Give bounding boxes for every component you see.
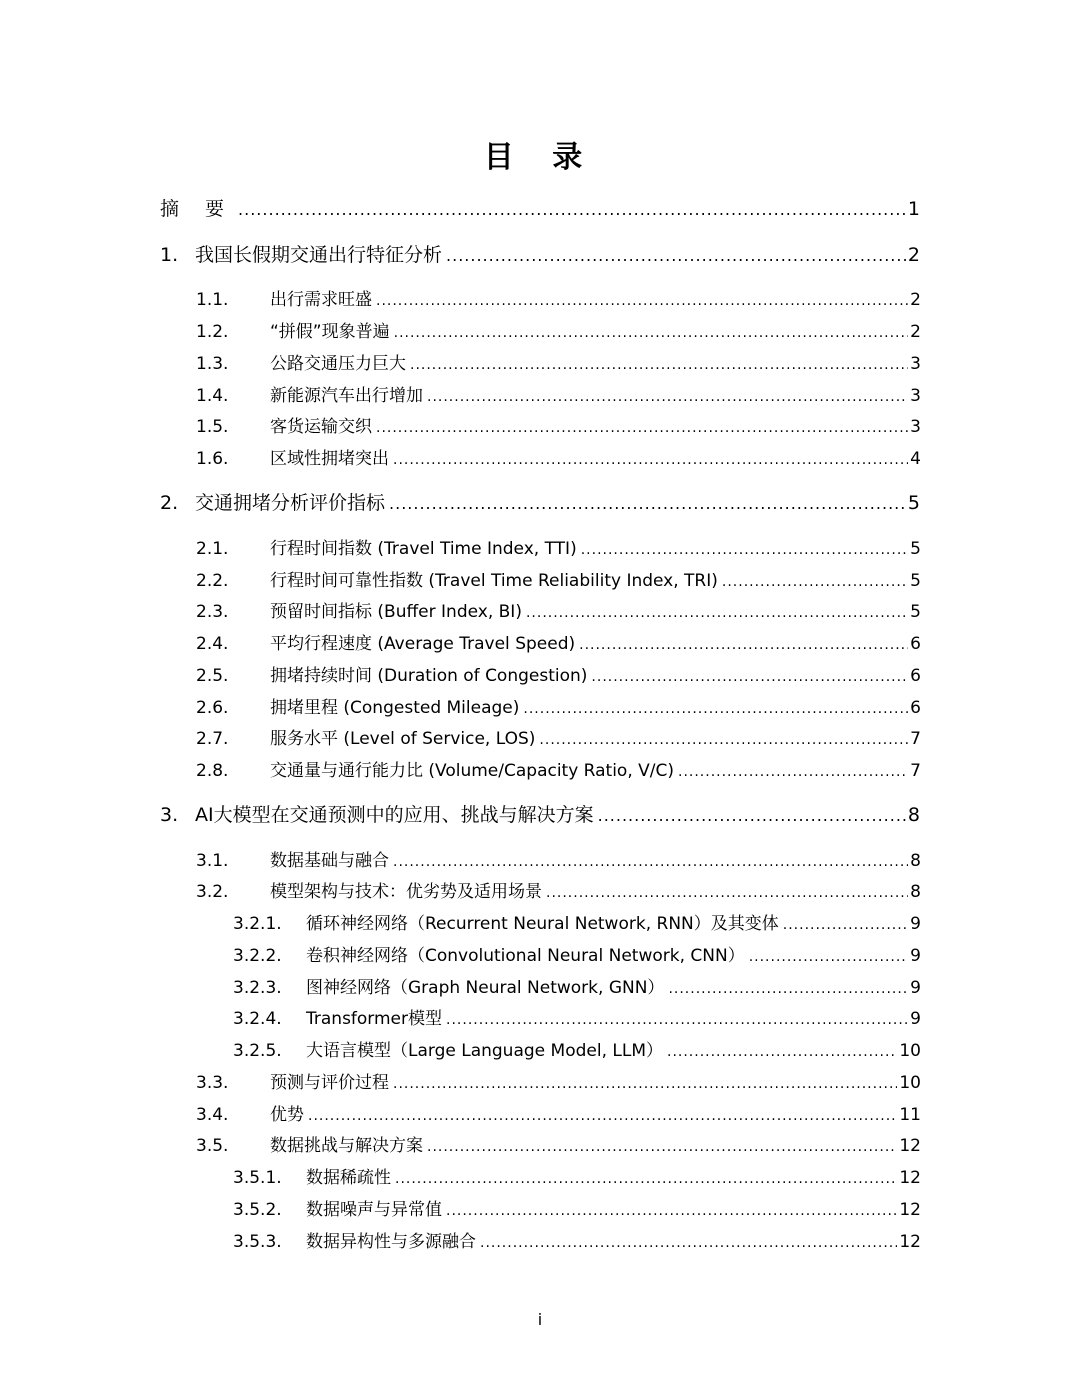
toc-page-number: 2	[907, 244, 920, 266]
toc-entry-label: 服务水平 (Level of Service, LOS)	[270, 729, 536, 749]
toc-entry-label: 新能源汽车出行增加	[270, 386, 423, 406]
toc-leader-dots	[446, 1012, 908, 1028]
toc-leader-dots	[427, 1139, 897, 1155]
footer-page-number: i	[537, 1310, 543, 1329]
toc-page-number: 6	[910, 698, 921, 718]
toc-entry-label: 行程时间指数 (Travel Time Index, TTI)	[270, 539, 577, 559]
toc-leader-dots	[395, 1171, 897, 1187]
toc-page-number: 7	[910, 729, 921, 749]
toc-page-number: 12	[899, 1200, 921, 1220]
toc-page-number: 7	[910, 761, 921, 781]
toc-leader-dots	[581, 542, 908, 558]
toc-entry-2-4[interactable]	[196, 629, 921, 653]
toc-page-number: 9	[910, 914, 921, 934]
toc-page-number: 5	[907, 492, 920, 514]
toc-entry-number: 1.3.	[196, 354, 229, 374]
toc-entry-label: 公路交通压力巨大	[270, 354, 406, 374]
toc-entry-label: AI大模型在交通预测中的应用、挑战与解决方案	[195, 804, 594, 826]
toc-entry-number: 3.	[160, 804, 179, 826]
toc-page-number: 8	[910, 851, 921, 871]
toc-entry-label: 数据挑战与解决方案	[270, 1136, 423, 1156]
toc-leader-dots	[598, 806, 906, 825]
toc-entry-number: 2.6.	[196, 698, 229, 718]
toc-page-number: 9	[910, 1009, 921, 1029]
toc-entry-2-1[interactable]	[196, 534, 921, 558]
toc-page-number: 2	[910, 290, 921, 310]
toc-entry-label: 拥堵里程 (Congested Mileage)	[270, 698, 520, 718]
toc-entry-3-2-4[interactable]	[233, 1004, 921, 1028]
toc-leader-dots	[308, 1108, 897, 1124]
toc-leader-dots	[446, 1203, 897, 1219]
toc-leader-dots	[523, 701, 908, 717]
toc-leader-dots	[376, 293, 908, 309]
toc-entry-abstract[interactable]	[160, 194, 920, 220]
toc-leader-dots	[446, 246, 906, 265]
toc-entry-number: 2.4.	[196, 634, 229, 654]
toc-entry-number: 3.2.	[196, 882, 229, 902]
toc-entry-label: 数据基础与融合	[270, 851, 389, 871]
toc-entry-number: 3.5.3.	[233, 1232, 282, 1252]
toc-leader-dots	[393, 1076, 897, 1092]
toc-entry-number: 3.5.1.	[233, 1168, 282, 1188]
toc-page-number: 11	[899, 1105, 921, 1125]
toc-entry-1-6[interactable]	[196, 444, 921, 468]
toc-entry-number: 2.1.	[196, 539, 229, 559]
toc-leader-dots	[410, 357, 908, 373]
toc-leader-dots	[749, 949, 908, 965]
toc-entry-3-2-3[interactable]	[233, 973, 921, 997]
toc-entry-number: 2.7.	[196, 729, 229, 749]
toc-entry-number: 3.5.	[196, 1136, 229, 1156]
toc-leader-dots	[722, 574, 908, 590]
toc-entry-3-2-1[interactable]	[233, 909, 921, 933]
toc-entry-label: 我国长假期交通出行特征分析	[195, 244, 443, 266]
toc-entry-label: 交通拥堵分析评价指标	[195, 492, 386, 514]
toc-entry-label: 模型架构与技术：优劣势及适用场景	[270, 882, 542, 902]
toc-entry-3-5-2[interactable]	[233, 1195, 921, 1219]
toc-page-number: 10	[899, 1041, 921, 1061]
toc-entry-number: 3.2.1.	[233, 914, 282, 934]
toc-page-number: 5	[910, 602, 921, 622]
toc-entry-1-5[interactable]	[196, 412, 921, 436]
toc-entry-label: 数据噪声与异常值	[306, 1200, 442, 1220]
toc-entry-label: 数据异构性与多源融合	[306, 1232, 476, 1252]
toc-entry-label: 预测与评价过程	[270, 1073, 389, 1093]
toc-entry-number: 1.1.	[196, 290, 229, 310]
toc-entry-number: 3.2.2.	[233, 946, 282, 966]
toc-entry-label: 优势	[270, 1105, 304, 1125]
toc-entry-1-2[interactable]	[196, 317, 921, 341]
toc-entry-label: 数据稀疏性	[306, 1168, 391, 1188]
toc-entry-label: 摘 要	[160, 198, 235, 220]
toc-entry-3-5[interactable]	[196, 1131, 921, 1155]
toc-entry-number: 3.3.	[196, 1073, 229, 1093]
toc-leader-dots	[480, 1235, 897, 1251]
toc-entry-number: 2.	[160, 492, 179, 514]
toc-entry-number: 3.4.	[196, 1105, 229, 1125]
toc-entry-label: 平均行程速度 (Average Travel Speed)	[270, 634, 576, 654]
toc-page-number: 6	[910, 634, 921, 654]
toc-page-number: 9	[910, 946, 921, 966]
toc-leader-dots	[668, 981, 908, 997]
toc-leader-dots	[238, 200, 906, 219]
toc-entry-label: 预留时间指标 (Buffer Index, BI)	[270, 602, 522, 622]
toc-leader-dots	[667, 1044, 897, 1060]
toc-entry-number: 1.6.	[196, 449, 229, 469]
toc-page-number: 3	[910, 354, 921, 374]
toc-entry-1-1[interactable]	[196, 285, 921, 309]
toc-entry-number: 2.8.	[196, 761, 229, 781]
toc-entry-1-4[interactable]	[196, 381, 921, 405]
toc-entry-number: 3.2.3.	[233, 978, 282, 998]
toc-entry-number: 2.5.	[196, 666, 229, 686]
toc-leader-dots	[546, 885, 908, 901]
toc-entry-3-2[interactable]	[196, 877, 921, 901]
toc-entry-number: 2.2.	[196, 571, 229, 591]
toc-entry-3[interactable]	[160, 800, 920, 826]
toc-page-number: 12	[899, 1232, 921, 1252]
page-title: 目 录	[483, 140, 597, 175]
toc-leader-dots	[389, 494, 906, 513]
toc-page-number: 12	[899, 1136, 921, 1156]
toc-entry-label: 大语言模型（Large Language Model, LLM）	[306, 1041, 663, 1061]
toc-entry-number: 3.2.5.	[233, 1041, 282, 1061]
toc-entry-3-5-1[interactable]	[233, 1163, 921, 1187]
toc-entry-2-6[interactable]	[196, 693, 921, 717]
toc-page-number: 6	[910, 666, 921, 686]
toc-entry-label: 行程时间可靠性指数 (Travel Time Reliability Index, TRI)	[270, 571, 718, 591]
toc-leader-dots	[376, 420, 908, 436]
toc-entry-number: 3.5.2.	[233, 1200, 282, 1220]
toc-entry-2-7[interactable]	[196, 724, 921, 748]
toc-leader-dots	[393, 452, 908, 468]
toc-page-number: 5	[910, 539, 921, 559]
toc-entry-1-3[interactable]	[196, 349, 921, 373]
toc-page-number: 2	[910, 322, 921, 342]
toc-page-number: 9	[910, 978, 921, 998]
toc-entry-3-2-2[interactable]	[233, 941, 921, 965]
toc-entry-label: 出行需求旺盛	[270, 290, 372, 310]
toc-entry-label: 客货运输交织	[270, 417, 372, 437]
toc-entry-3-1[interactable]	[196, 846, 921, 870]
toc-page-number: 5	[910, 571, 921, 591]
toc-entry-label: 图神经网络（Graph Neural Network, GNN）	[306, 978, 665, 998]
toc-page-number: 1	[907, 198, 920, 220]
toc-entry-label: 卷积神经网络（Convolutional Neural Network, CNN）	[306, 946, 745, 966]
toc-entry-3-3[interactable]	[196, 1068, 921, 1092]
toc-page-number: 3	[910, 386, 921, 406]
toc-leader-dots	[579, 637, 908, 653]
toc-entry-2-3[interactable]	[196, 597, 921, 621]
toc-leader-dots	[678, 764, 908, 780]
toc-entry-2-8[interactable]	[196, 756, 921, 780]
toc-entry-number: 3.1.	[196, 851, 229, 871]
toc-entry-label: Transformer模型	[306, 1009, 443, 1029]
toc-page-number: 10	[899, 1073, 921, 1093]
toc-leader-dots	[591, 669, 908, 685]
toc-page-number: 8	[907, 804, 920, 826]
toc-entry-3-4[interactable]	[196, 1100, 921, 1124]
toc-entry-3-2-5[interactable]	[233, 1036, 921, 1060]
toc-entry-label: 循环神经网络（Recurrent Neural Network, RNN）及其变体	[306, 914, 779, 934]
toc-entry-label: 区域性拥堵突出	[270, 449, 389, 469]
toc-entry-number: 3.2.4.	[233, 1009, 282, 1029]
toc-entry-label: 交通量与通行能力比 (Volume/Capacity Ratio, V/C)	[270, 761, 674, 781]
toc-entry-2-2[interactable]	[196, 566, 921, 590]
toc-entry-number: 1.4.	[196, 386, 229, 406]
toc-entry-label: “拼假”现象普遍	[270, 322, 390, 342]
toc-entry-number: 1.2.	[196, 322, 229, 342]
toc-entry-2-5[interactable]	[196, 661, 921, 685]
toc-entry-number: 1.5.	[196, 417, 229, 437]
toc-entry-3-5-3[interactable]	[233, 1227, 921, 1251]
toc-leader-dots	[427, 389, 908, 405]
toc-entry-number: 1.	[160, 244, 179, 266]
toc-leader-dots	[393, 854, 908, 870]
toc-entry-1[interactable]	[160, 240, 920, 266]
toc-leader-dots	[539, 732, 908, 748]
toc-page-number: 8	[910, 882, 921, 902]
toc-leader-dots	[526, 605, 908, 621]
toc-leader-dots	[394, 325, 909, 341]
toc-page-number: 12	[899, 1168, 921, 1188]
toc-entry-2[interactable]	[160, 488, 920, 514]
toc-entry-label: 拥堵持续时间 (Duration of Congestion)	[270, 666, 588, 686]
toc-page-number: 3	[910, 417, 921, 437]
toc-leader-dots	[783, 917, 908, 933]
toc-page-number: 4	[910, 449, 921, 469]
toc-entry-number: 2.3.	[196, 602, 229, 622]
